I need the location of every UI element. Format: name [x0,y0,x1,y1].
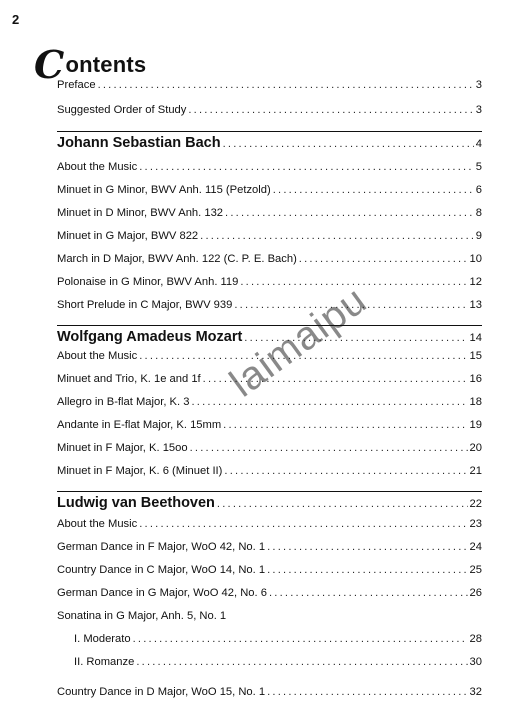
toc-entry-title: Polonaise in G Minor, BWV Anh. 119 [57,276,239,288]
section-divider [57,491,482,492]
toc-entry-title: About the Music [57,350,138,362]
toc-entry [57,230,482,242]
dot-leader [217,498,468,510]
dot-leader [188,104,473,116]
toc-entry-title: Country Dance in C Major, WoO 14, No. 1 [57,564,266,576]
toc-entry-title: Minuet in F Major, K. 6 (Minuet II) [57,465,223,477]
toc-page-number: 18 [469,396,482,408]
toc-entry-title: Sonatina in G Major, Anh. 5, No. 1 [57,610,227,622]
dot-leader [98,79,474,91]
toc-page-number: 14 [469,332,482,344]
toc-entry [57,161,482,173]
toc-entry [57,396,482,408]
toc-section-heading [57,135,482,151]
dot-leader [225,207,474,219]
toc-page-number: 9 [475,230,482,242]
toc-page-number: 13 [469,299,482,311]
toc-page-number: 24 [469,541,482,553]
dot-leader [273,184,474,196]
toc-entry-title: Ludwig van Beethoven [57,495,215,511]
toc-entry [57,184,482,196]
toc-entry [57,564,482,576]
title-initial: C [34,42,65,87]
toc-entry [57,587,482,599]
toc-page-number: 6 [475,184,482,196]
toc-page-number: 25 [469,564,482,576]
toc-page-number: 26 [469,587,482,599]
toc-entry-title: Minuet in D Minor, BWV Anh. 132 [57,207,224,219]
toc-entry-title: Minuet in G Minor, BWV Anh. 115 (Petzold) [57,184,271,196]
toc-entry-title: German Dance in G Major, WoO 42, No. 6 [57,587,267,599]
toc-entry-title: Andante in E-flat Major, K. 15mm [57,419,222,431]
dot-leader [191,396,467,408]
toc-entry [57,465,482,477]
toc-page-number: 8 [475,207,482,219]
dot-leader [224,465,467,477]
toc-entry [57,276,482,288]
toc-page-number: 4 [475,138,482,150]
toc-page-number: 10 [469,253,482,265]
toc-entry-title: I. Moderato [74,633,131,645]
dot-leader [299,253,468,265]
dot-leader [139,161,474,173]
watermark: laimaipu [222,277,375,406]
page-number: 2 [12,12,20,27]
toc-entry [57,518,482,530]
toc-page-number: 3 [475,104,482,116]
toc-entry-title: Allegro in B-flat Major, K. 3 [57,396,190,408]
toc-entry-title: March in D Major, BWV Anh. 122 (C. P. E. Bach) [57,253,297,265]
toc-page-number: 12 [469,276,482,288]
toc-page-number: 20 [469,442,482,454]
toc-entry-title: Johann Sebastian Bach [57,135,221,151]
toc-entry-title: Short Prelude in C Major, BWV 939 [57,299,233,311]
dot-leader [267,686,467,698]
toc-entry [57,633,482,645]
toc-page-number: 28 [469,633,482,645]
toc-page-number: 32 [469,686,482,698]
toc-page-number: 5 [475,161,482,173]
toc-entry-title: Suggested Order of Study [57,104,187,116]
toc-entry-title: German Dance in F Major, WoO 42, No. 1 [57,541,266,553]
toc-entry [57,253,482,265]
toc-page-number: 22 [469,498,482,510]
toc-entry [57,610,482,622]
section-divider [57,325,482,326]
toc-entry-title: II. Romanze [74,656,135,668]
dot-leader [267,541,467,553]
section-divider [57,131,482,132]
toc-page-number: 19 [469,419,482,431]
toc-entry-title: Country Dance in D Major, WoO 15, No. 1 [57,686,266,698]
dot-leader [139,518,467,530]
dot-leader [269,587,468,599]
toc-entry [57,419,482,431]
toc-entry [57,656,482,668]
toc-entry [57,299,482,311]
toc-entry [57,207,482,219]
dot-leader [200,230,474,242]
toc-entry-title: Preface [57,79,96,91]
toc-entry-title: Minuet in G Major, BWV 822 [57,230,199,242]
toc-page-number: 21 [469,465,482,477]
dot-leader [136,656,467,668]
toc-entry-title: About the Music [57,518,138,530]
title-rest: ontents [65,52,147,77]
toc-entry-title: Wolfgang Amadeus Mozart [57,329,243,345]
toc-entry [57,79,482,91]
toc-entry [57,541,482,553]
toc-entry-title: Minuet in F Major, K. 15oo [57,442,188,454]
dot-leader [223,419,467,431]
toc-entry [57,104,482,116]
dot-leader [190,442,468,454]
toc-page-number: 16 [469,373,482,385]
dot-leader [267,564,467,576]
toc-entry [57,686,482,698]
dot-leader [133,633,468,645]
toc-page-number: 15 [469,350,482,362]
toc-entry-title: About the Music [57,161,138,173]
toc-entry [57,442,482,454]
toc-page-number: 3 [475,79,482,91]
toc-entry-title: Minuet and Trio, K. 1e and 1f [57,373,201,385]
toc-page-number: 30 [469,656,482,668]
toc-section-heading [57,495,482,511]
toc-page-number: 23 [469,518,482,530]
dot-leader [223,138,474,150]
